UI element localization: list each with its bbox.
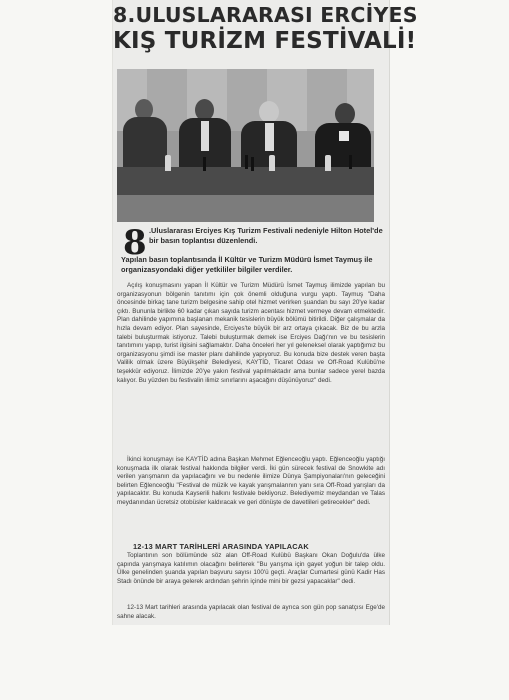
subheading: 12-13 MART TARİHLERİ ARASINDA YAPILACAK [133,542,309,551]
lead-line-2: Yapılan basın toplantısında İl Kültür ve Turizm Müdürü İsmet Taymuş ile organizasyondaki diğer yetkililer bilgiler verdiler. [121,255,373,274]
press-conference-photo [117,69,374,222]
paragraph-1: Açılış konuşmasını yapan İl Kültür ve Turizm Müdürü İsmet Taymuş ilimizde yapılan bu organizasyonun bölgenin tanıtımı için çok önemli olduğuna vurgu yaptı. Taymuş "Daha öncesinde birkaç tane turizm belgesine sahip otel hizmet verirken şuandan bu sayı 20'ye kadar çıktı. Bununla birlikte 60 kadar çıkan sayıda turizm acentası hizmet vermeye devam etmektedir. Plan dahilinde yapımına başlanan mekanik tesislerin büyük bölümü bitirildi. Diğer çalışmalar da hızla devam ediyor. Plan sayesinde, Erciyes'te büyük bir arz ortaya çıkacak. Biz de bu arzla talebi buluşturmak istiyoruz. Talebi buluşturmak demek ise Erciyes Dağı'nın ve bu tesislerin tanıtımını yapıp, turist ilgisini sağlamaktır. Daha önceleri her yıl geleneksel olarak yaptığımız bu organizasyonu şimdi ise master planı dahilinde yapıyoruz. Bu konuda bize destek veren başta Valilik olmak üzere Büyükşehir Belediyesi, KAYTİD, Ticaret Odası ve Off-Road Kulübü'ne teşekkür ediyoruz. İlimizde 20'ye yakın festival yapılmaktadır ama bunlar sadece yerel bazda kalıyor. Bu yüzden bu festivalin ilimiz sınırlarını aşacağını düşünüyoruz" dedi. [117,282,385,384]
paragraph-3: Toplantının son bölümünde söz alan Off-Road Kulübü Başkanı Okan Doğulu'da ülke çapında yarışmaya katılımın olacağını belirterek "Bu yarışma için gayet yoğun bir talep oldu. Ülke genelinden şuanda yapılan başvuru sayısı 100'ü geçti. Araçlar Cumartesi günü Kadir Has Stadı önünde bir araya gelerek ardından şehrin içinde mini bir gezsi yapacaklar" dedi. [117,552,385,585]
dropcap: 8 [123,223,147,263]
paragraph-4: 12-13 Mart tarihleri arasında yapılacak olan festival de ayrıca son gün pop sanatçısı Ege'de sahne alacak. [117,604,385,620]
paragraph-2: İkinci konuşmayı ise KAYTİD adına Başkan Mehmet Eğlenceoğlu yaptı. Eğlenceoğlu yaptığı konuşmada ilk olarak festival hakkında bilgiler verdi. İki gün sürecek festival de Snowkite adı verilen yarışmanın da yapılacağını ve bu nedenle ilimize Dünya Şampiyonaları'nın geleceğini belirten Eğlenceoğlu "Festival de müzik ve kayak yarışmalarının yanı sıra Off-Road yarışları da yapılacaktır. Bu konuda Kayserili halkını festivale bekliyoruz. Belediyemiz meydandan ve Talas meydanından ücretsiz otobüsler kaldıracak ve geri dönüşte de davetlileri getirecekler" dedi. [117,456,385,506]
lead-line-1: .Uluslararası Erciyes Kış Turizm Festivali nedeniyle Hilton Hotel'de bir basın toplantısı düzenlendi. [149,226,383,245]
newspaper-clipping [113,0,418,625]
headline-line-2: KIŞ TURİZM FESTİVALİ! [113,28,417,54]
article-lead [117,223,385,276]
headline-line-1: 8.ULUSLARARASI ERCİYES [113,3,418,27]
